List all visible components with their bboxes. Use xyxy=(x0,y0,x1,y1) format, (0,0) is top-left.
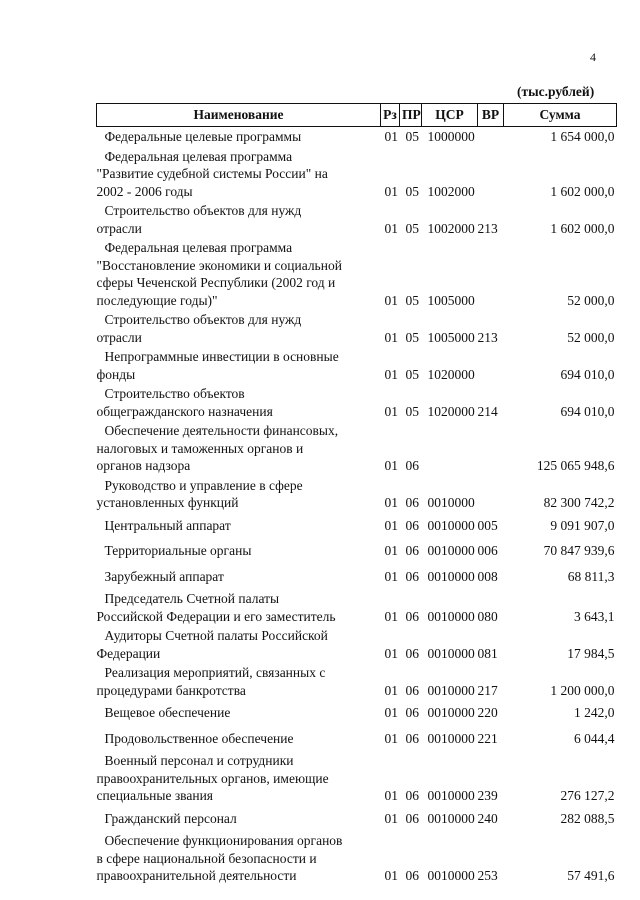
row-sum: 1 242,0 xyxy=(574,705,615,720)
row-vr xyxy=(478,476,504,513)
units-label: (тыс.рублей) xyxy=(517,84,595,99)
table-row xyxy=(97,663,617,700)
row-name-line: налоговых и таможенных органов и xyxy=(96,440,304,456)
row-csr: 0010000 xyxy=(427,810,475,826)
row-name-cell xyxy=(97,384,381,421)
row-pr: 06 xyxy=(405,788,419,803)
row-vr: 239 xyxy=(477,788,498,803)
row-pr: 06 xyxy=(405,608,419,624)
row-sum: 6 044,4 xyxy=(574,730,615,746)
row-pr: 06 xyxy=(405,868,419,883)
row-rz: 01 xyxy=(384,517,398,533)
row-pr: 06 xyxy=(405,682,419,698)
row-vr: 213 xyxy=(477,220,498,236)
row-csr: 1000000 xyxy=(427,129,475,144)
row-sum: 3 643,1 xyxy=(574,608,615,624)
row-csr: 0010000 xyxy=(427,730,475,746)
row-vr: 008 xyxy=(477,568,498,584)
table-header-row xyxy=(97,104,617,127)
row-csr xyxy=(422,421,478,476)
header-name: Наименование xyxy=(97,104,381,127)
row-sum: 57 491,6 xyxy=(567,868,615,883)
header-sum: Сумма xyxy=(504,104,617,127)
row-rz: 01 xyxy=(384,788,398,803)
row-name-line: Гражданский персонал xyxy=(104,810,237,826)
table-row xyxy=(97,476,617,513)
row-pr: 05 xyxy=(405,183,419,199)
row-name-cell xyxy=(97,589,381,626)
row-rz: 01 xyxy=(384,568,398,584)
row-name-cell xyxy=(97,806,381,832)
row-name-cell xyxy=(97,347,381,384)
table-row xyxy=(97,700,617,726)
row-csr: 0010000 xyxy=(427,788,475,803)
row-csr: 1020000 xyxy=(427,366,475,382)
row-name-line: сферы Чеченской Республики (2002 год и xyxy=(96,275,336,290)
row-pr: 05 xyxy=(405,403,419,419)
row-csr: 1002000 xyxy=(427,220,475,236)
table-row xyxy=(97,564,617,590)
row-sum: 82 300 742,2 xyxy=(543,495,615,510)
row-rz: 01 xyxy=(384,705,398,720)
row-name-cell xyxy=(97,751,381,806)
row-name-line: Обеспечение деятельности финансовых, xyxy=(104,423,339,438)
row-name-line: Аудиторы Счетной палаты Российской xyxy=(104,628,328,643)
row-rz: 01 xyxy=(384,543,398,558)
row-name-line: отрасли xyxy=(96,220,142,236)
row-name-line: "Восстановление экономики и социальной xyxy=(96,257,342,273)
row-csr: 0010000 xyxy=(427,705,475,720)
row-sum: 694 010,0 xyxy=(560,366,615,382)
table-row xyxy=(97,751,617,806)
table-row xyxy=(97,421,617,476)
row-vr: 217 xyxy=(477,682,498,698)
row-csr: 0010000 xyxy=(427,568,475,584)
row-pr: 05 xyxy=(405,366,419,382)
row-pr: 06 xyxy=(405,810,419,826)
row-name-cell xyxy=(97,700,381,726)
row-sum: 1 602 000,0 xyxy=(550,220,615,236)
row-vr: 220 xyxy=(477,705,498,720)
row-name-line: Военный персонал и сотрудники xyxy=(104,753,294,768)
row-name-line: Продовольственное обеспечение xyxy=(104,730,294,746)
row-vr: 005 xyxy=(477,517,498,533)
row-pr: 05 xyxy=(405,220,419,236)
table-row xyxy=(97,310,617,347)
row-name-cell xyxy=(97,201,381,238)
row-vr: 214 xyxy=(477,403,498,419)
row-vr: 253 xyxy=(477,868,498,883)
table-row xyxy=(97,726,617,752)
header-csr: ЦСР xyxy=(422,104,478,127)
row-sum: 52 000,0 xyxy=(567,292,615,308)
row-name-line: "Развитие судебной системы России" на xyxy=(96,166,328,181)
row-name-line: в сфере национальной безопасности и xyxy=(96,850,317,866)
row-name-line: установленных функций xyxy=(96,495,239,510)
row-name-cell xyxy=(97,663,381,700)
row-pr: 05 xyxy=(405,129,419,144)
row-name-line: процедурами банкротства xyxy=(96,682,246,698)
row-vr: 240 xyxy=(477,810,498,826)
row-rz: 01 xyxy=(384,403,398,419)
table-row xyxy=(97,347,617,384)
header-pr: ПР xyxy=(400,104,422,127)
table-row xyxy=(97,626,617,663)
table-row xyxy=(97,806,617,832)
row-vr: 006 xyxy=(477,543,498,558)
row-vr: 080 xyxy=(477,608,498,624)
row-pr: 06 xyxy=(405,495,419,510)
row-name-line: Российской Федерации и его заместитель xyxy=(96,608,336,624)
row-name-line: Председатель Счетной палаты xyxy=(104,591,280,606)
row-name-cell xyxy=(97,538,381,564)
table-row xyxy=(97,127,617,147)
row-pr: 06 xyxy=(405,517,419,533)
row-name-cell xyxy=(97,513,381,539)
header-rz: Рз xyxy=(381,104,400,127)
row-name-cell xyxy=(97,310,381,347)
row-name-line: последующие годы)" xyxy=(96,292,218,308)
row-csr: 0010000 xyxy=(427,495,475,510)
row-rz: 01 xyxy=(384,810,398,826)
row-vr xyxy=(478,238,504,310)
row-name-line: Непрограммные инвестиции в основные xyxy=(104,349,339,364)
row-name-line: Строительство объектов для нужд xyxy=(104,312,302,327)
row-csr: 1020000 xyxy=(427,403,475,419)
page-number: 4 xyxy=(590,50,596,64)
row-name-line: Территориальные органы xyxy=(104,543,252,558)
table-body xyxy=(97,127,617,886)
row-sum: 1 602 000,0 xyxy=(550,183,615,199)
row-csr: 0010000 xyxy=(427,517,475,533)
table-row xyxy=(97,147,617,202)
row-sum: 1 654 000,0 xyxy=(550,129,615,144)
row-name-line: фонды xyxy=(96,366,136,382)
row-pr: 05 xyxy=(405,292,419,308)
budget-table xyxy=(96,103,617,886)
row-rz: 01 xyxy=(384,292,398,308)
row-vr: 213 xyxy=(477,329,498,345)
header-vr: ВР xyxy=(478,104,504,127)
row-csr: 1002000 xyxy=(427,183,475,199)
row-name-cell xyxy=(97,831,381,886)
table-row xyxy=(97,513,617,539)
row-name-line: Федеральная целевая программа xyxy=(104,240,293,255)
row-name-line: правоохранительной деятельности xyxy=(96,868,297,883)
row-name-line: органов надзора xyxy=(96,458,191,473)
row-name-line: 2002 - 2006 годы xyxy=(96,183,193,199)
row-sum: 52 000,0 xyxy=(567,329,615,345)
row-sum: 17 984,5 xyxy=(567,645,615,661)
row-rz: 01 xyxy=(384,220,398,236)
row-sum: 694 010,0 xyxy=(560,403,615,419)
row-name-line: Строительство объектов для нужд xyxy=(104,203,302,218)
row-pr: 06 xyxy=(405,645,419,661)
row-pr: 05 xyxy=(405,329,419,345)
row-name-line: правоохранительных органов, имеющие xyxy=(96,770,329,786)
row-name-line: Федеральные целевые программы xyxy=(104,129,302,144)
row-name-line: Зарубежный аппарат xyxy=(104,568,224,584)
row-rz: 01 xyxy=(384,495,398,510)
row-rz: 01 xyxy=(384,608,398,624)
row-sum: 1 200 000,0 xyxy=(550,682,615,698)
row-name-line: Федерации xyxy=(96,645,161,661)
row-name-line: специальные звания xyxy=(96,788,214,803)
row-rz: 01 xyxy=(384,645,398,661)
row-rz: 01 xyxy=(384,366,398,382)
row-name-cell xyxy=(97,564,381,590)
row-vr xyxy=(478,147,504,202)
row-csr: 1005000 xyxy=(427,292,475,308)
row-csr: 1005000 xyxy=(427,329,475,345)
row-vr xyxy=(478,421,504,476)
row-name-line: Обеспечение функционирования органов xyxy=(104,833,343,848)
row-rz: 01 xyxy=(384,682,398,698)
table-row xyxy=(97,238,617,310)
row-pr: 06 xyxy=(405,568,419,584)
row-name-line: Федеральная целевая программа xyxy=(104,148,293,164)
row-name-cell xyxy=(97,626,381,663)
table-row xyxy=(97,201,617,238)
row-csr: 0010000 xyxy=(427,682,475,698)
row-rz: 01 xyxy=(384,730,398,746)
row-name-line: отрасли xyxy=(96,329,142,345)
row-name-line: Руководство и управление в сфере xyxy=(104,477,303,493)
row-sum: 9 091 907,0 xyxy=(550,517,615,533)
row-name-cell xyxy=(97,421,381,476)
row-name-line: общегражданского назначения xyxy=(96,403,273,419)
row-csr: 0010000 xyxy=(427,608,475,624)
row-name-cell xyxy=(97,127,381,147)
row-name-cell xyxy=(97,147,381,202)
row-rz: 01 xyxy=(384,868,398,883)
row-vr xyxy=(478,347,504,384)
row-pr: 06 xyxy=(405,543,419,558)
row-name-line: Вещевое обеспечение xyxy=(104,705,231,720)
table-row xyxy=(97,589,617,626)
row-sum: 70 847 939,6 xyxy=(543,543,615,558)
row-rz: 01 xyxy=(384,458,398,473)
row-name-cell xyxy=(97,238,381,310)
row-csr: 0010000 xyxy=(427,645,475,661)
row-csr: 0010000 xyxy=(427,543,475,558)
row-pr: 06 xyxy=(405,458,419,473)
row-rz: 01 xyxy=(384,329,398,345)
row-pr: 06 xyxy=(405,705,419,720)
row-name-cell xyxy=(97,476,381,513)
row-sum: 282 088,5 xyxy=(560,810,615,826)
row-pr: 06 xyxy=(405,730,419,746)
table-row xyxy=(97,384,617,421)
row-name-line: Центральный аппарат xyxy=(104,517,231,533)
row-rz: 01 xyxy=(384,183,398,199)
row-name-cell xyxy=(97,726,381,752)
row-vr: 081 xyxy=(477,645,498,661)
row-name-line: Реализация мероприятий, связанных с xyxy=(104,665,326,680)
row-rz: 01 xyxy=(384,129,398,144)
row-sum: 276 127,2 xyxy=(560,788,615,803)
row-name-line: Строительство объектов xyxy=(104,386,245,401)
table-row xyxy=(97,831,617,886)
row-sum: 68 811,3 xyxy=(567,568,615,584)
row-csr: 0010000 xyxy=(427,868,475,883)
table-row xyxy=(97,538,617,564)
row-vr: 221 xyxy=(477,730,498,746)
row-sum: 125 065 948,6 xyxy=(536,458,615,473)
row-vr xyxy=(478,127,504,147)
